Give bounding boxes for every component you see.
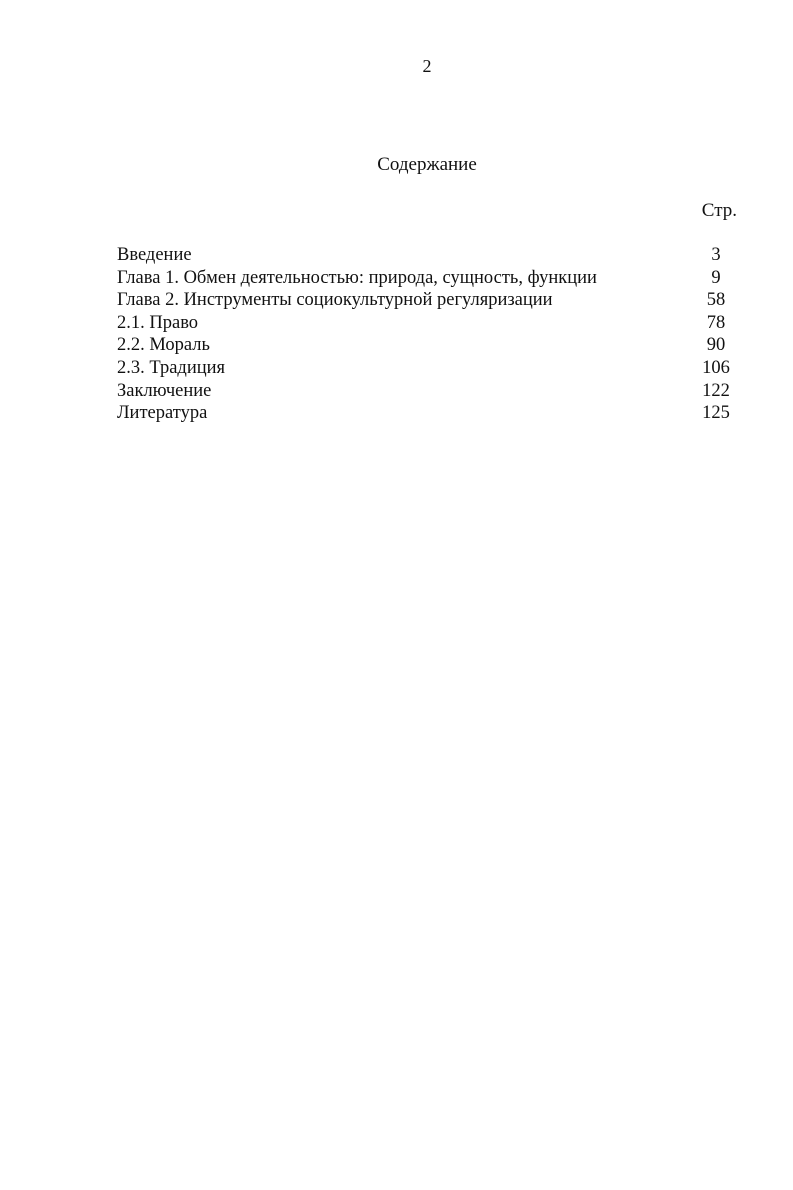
toc-entry-section-2-2	[117, 334, 747, 357]
toc-entry-page: 9	[711, 267, 721, 288]
toc-entry-literature	[117, 402, 747, 425]
toc-entry-label: 2.2. Мораль	[117, 335, 210, 356]
toc-entry-chapter-2	[117, 289, 747, 312]
toc-entry-label: 2.1. Право	[117, 312, 199, 333]
toc-entry-conclusion	[117, 380, 747, 403]
toc-entry-page: 3	[711, 245, 721, 265]
toc-entry-label: 2.3. Традиция	[117, 357, 226, 378]
toc-entry-section-2-1	[117, 312, 747, 335]
toc-entry-chapter-1	[117, 267, 747, 290]
toc-entry-page: 125	[702, 403, 730, 424]
toc-list	[117, 244, 747, 425]
toc-entry-label: Заключение	[117, 380, 212, 401]
toc-entry-page: 90	[706, 335, 726, 356]
toc-entry-page: 58	[706, 290, 726, 311]
toc-entry-section-2-3	[117, 357, 747, 380]
toc-entry-page: 106	[702, 357, 730, 378]
toc-entry-label: Глава 1. Обмен деятельностью: природа, сущность, функции	[117, 267, 597, 288]
toc-entry-page: 122	[702, 380, 730, 401]
page-number: 2	[422, 56, 432, 76]
toc-entry-label: Введение	[117, 245, 192, 265]
toc-title: Содержание	[377, 154, 477, 175]
toc-entry-introduction	[117, 244, 747, 267]
toc-pages-header: Стр.	[701, 200, 737, 221]
toc-entry-label: Литература	[117, 403, 208, 424]
toc-entry-page: 78	[706, 312, 726, 333]
toc-entry-label: Глава 2. Инструменты социокультурной регуляризации	[117, 290, 553, 311]
